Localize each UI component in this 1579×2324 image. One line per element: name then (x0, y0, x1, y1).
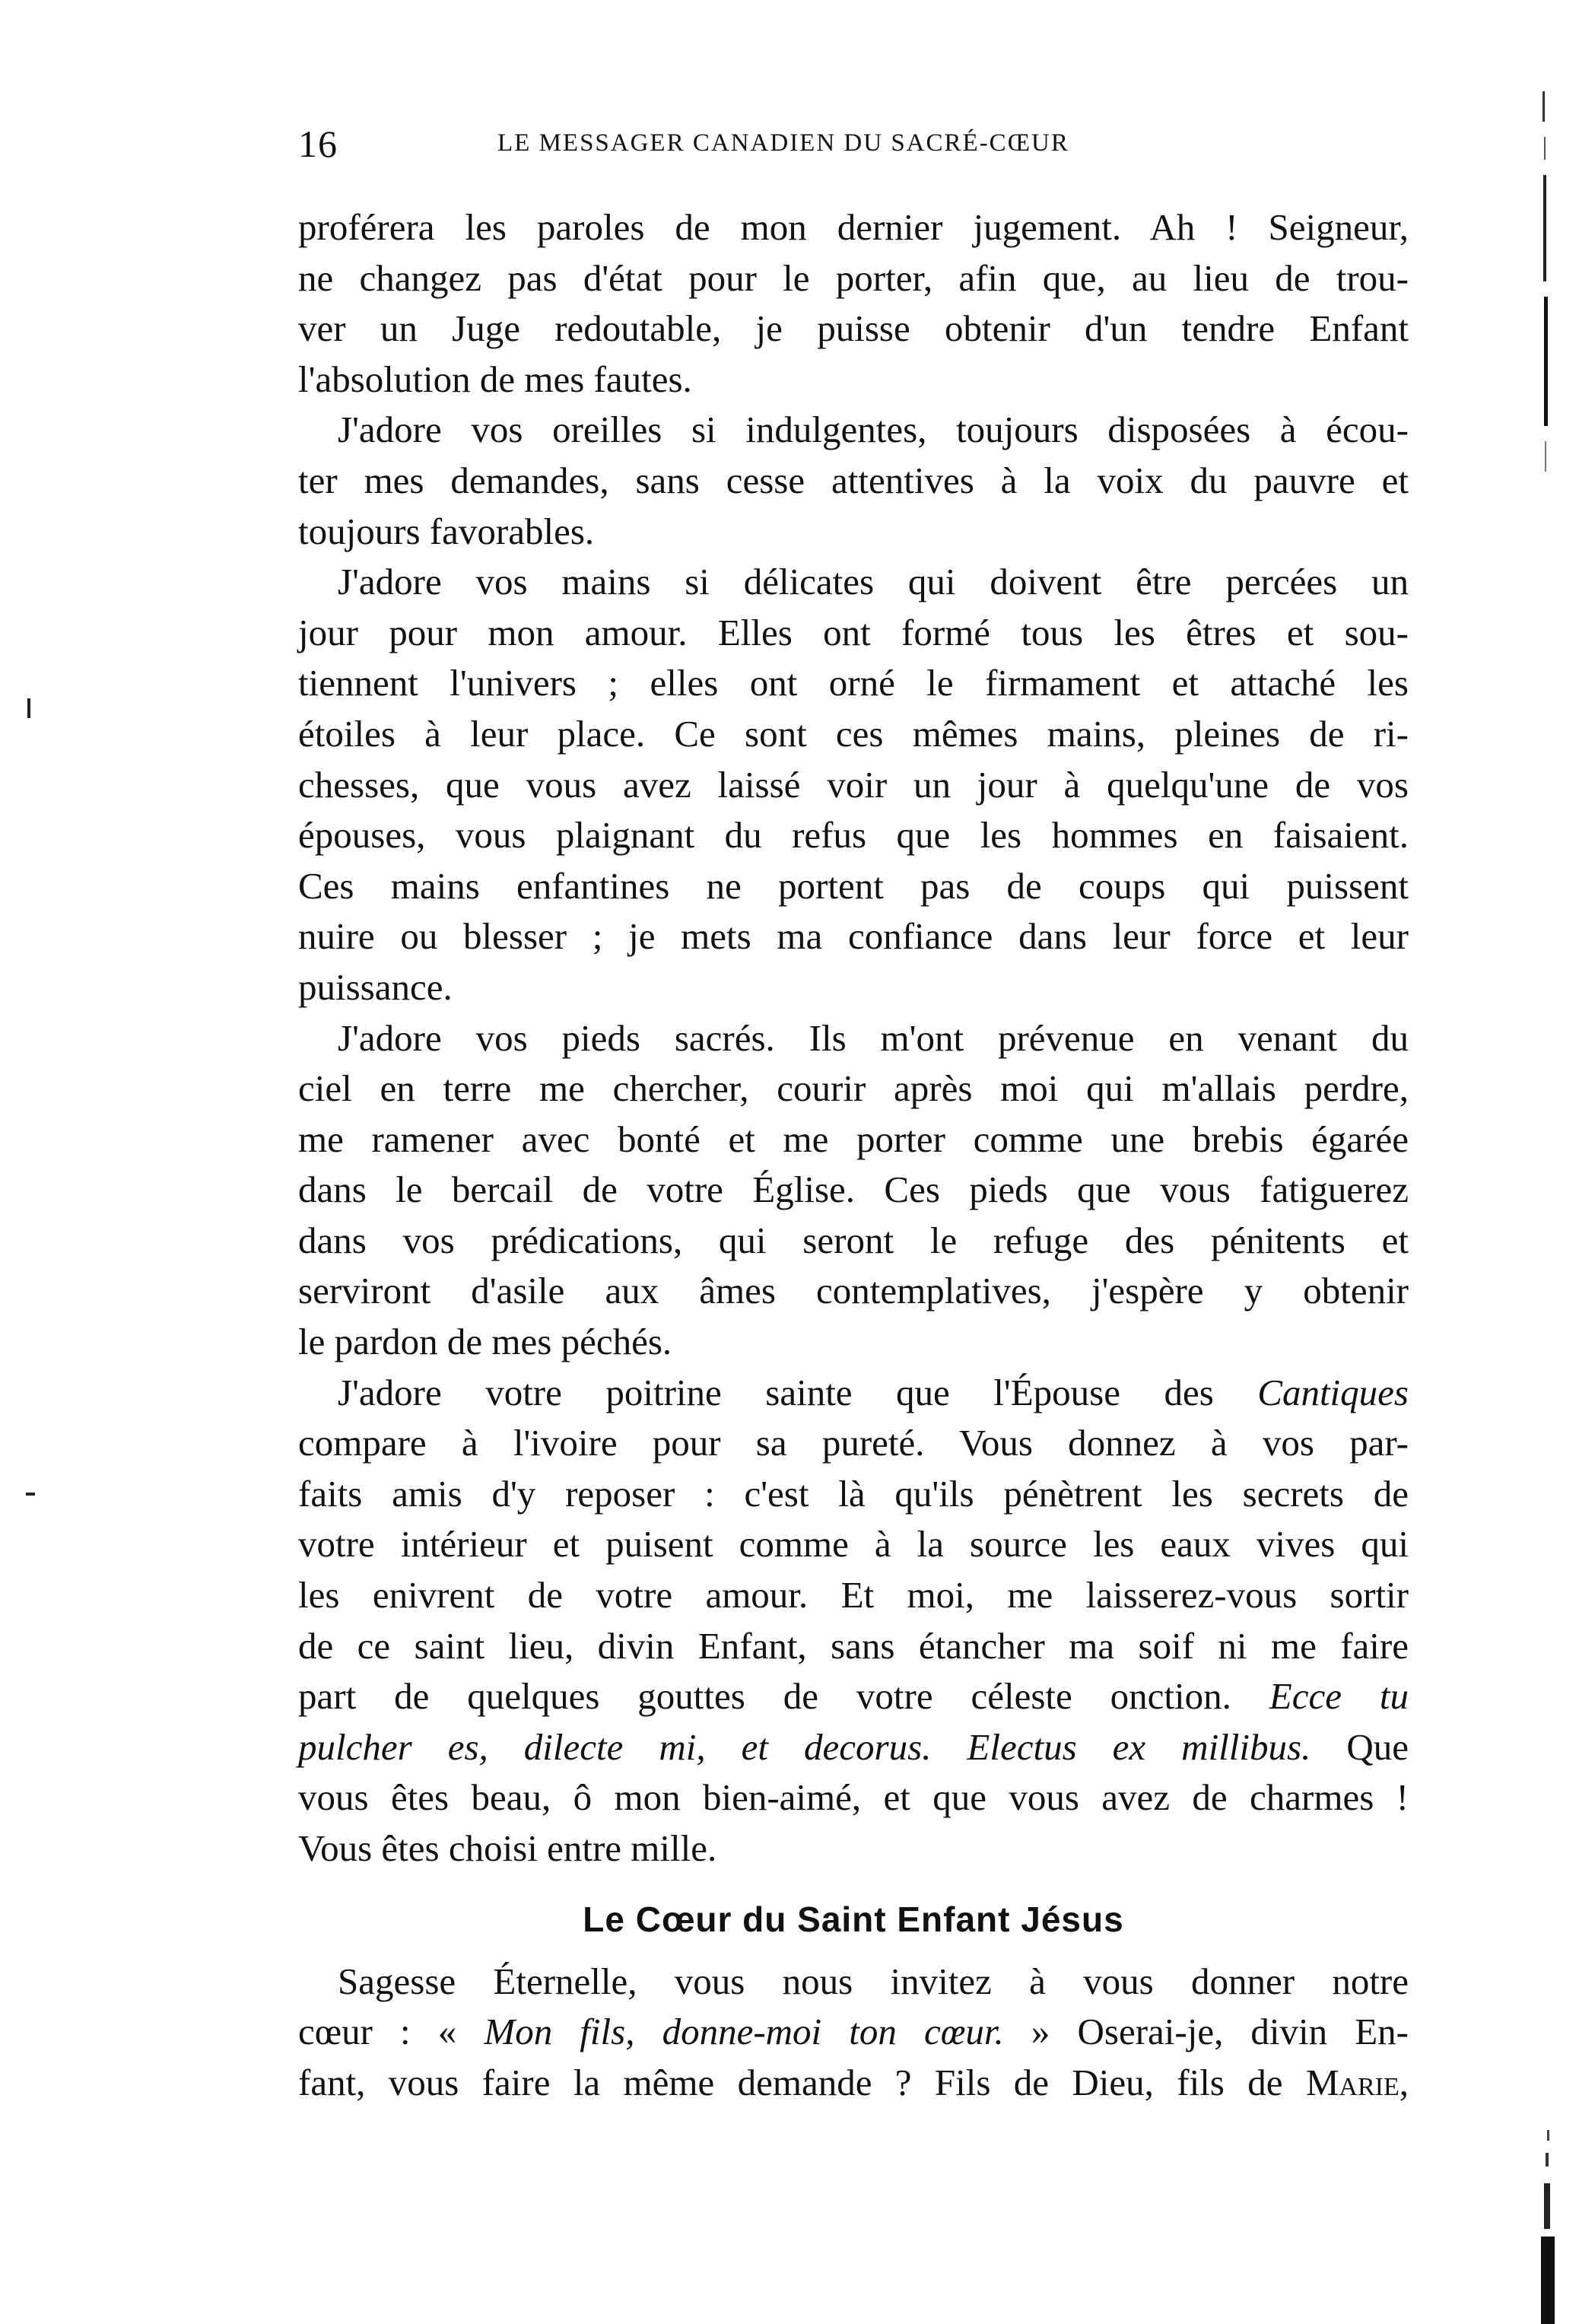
running-header (298, 114, 1409, 175)
section-line-2 (298, 2007, 1409, 2058)
text-fragment: J'adore votre poitrine sainte que l'Épouse des (338, 1371, 1258, 1413)
text-line: puissance. (298, 965, 453, 1008)
text-line: tiennent l'univers ; elles ont orné le firmament et attaché les (298, 662, 1409, 704)
text-fragment: part de quelques gouttes de votre céleste onction. (298, 1675, 1269, 1718)
text-line: votre intérieur et puisent comme à la source les eaux vives qui (298, 1523, 1409, 1566)
section-heading: Le Cœur du Saint Enfant Jésus (583, 1899, 1124, 1939)
text-fragment: » Oserai-je, divin En- (1003, 2011, 1409, 2053)
italic-fragment: Cantiques (1257, 1371, 1409, 1413)
text-line: Vous êtes choisi entre mille. (298, 1827, 717, 1869)
italic-fragment: pulcher es, dilecte mi, et decorus. Electus ex millibus. (298, 1725, 1311, 1768)
text-fragment: Que (1311, 1725, 1409, 1768)
main-text (298, 202, 1409, 2108)
text-line: faits amis d'y reposer : c'est là qu'ils pénètrent les secrets de (298, 1472, 1409, 1515)
scan-edge-mark-top (1538, 91, 1552, 487)
running-title: LE MESSAGER CANADIEN DU SACRÉ-CŒUR (497, 129, 1069, 157)
text-fragment: cœur : « (298, 2011, 485, 2053)
text-line: J'adore vos mains si délicates qui doivent être percées un (338, 561, 1409, 603)
text-line: ver un Juge redoutable, je puisse obtenir d'un tendre Enfant (298, 307, 1409, 350)
text-line: proférera les paroles de mon dernier jugement. Ah ! Seigneur, (298, 206, 1409, 248)
text-line: le pardon de mes péchés. (298, 1321, 672, 1363)
text-line: dans vos prédications, qui seront le refuge des pénitents et (298, 1219, 1409, 1261)
text-line-latin-1 (298, 1671, 1409, 1722)
italic-fragment: Mon fils, donne-moi ton cœur. (484, 2011, 1004, 2053)
paragraphs-part-3 (298, 1772, 1409, 1874)
small-caps-fragment: Marie, (1305, 2061, 1409, 2103)
text-line: J'adore vos pieds sacrés. Ils m'ont prévenue en venant du (338, 1016, 1409, 1059)
text-line: vous êtes beau, ô mon bien-aimé, et que vous avez de charmes ! (298, 1776, 1409, 1819)
text-line-cantiques (298, 1368, 1409, 1419)
text-line: les enivrent de votre amour. Et moi, me laisserez-vous sortir (298, 1574, 1409, 1617)
page-number: 16 (298, 122, 338, 165)
text-line: compare à l'ivoire pour sa pureté. Vous donnez à vos par- (298, 1422, 1409, 1464)
text-line: Ces mains enfantines ne portent pas de coups qui puissent (298, 864, 1409, 907)
text-line: ne changez pas d'état pour le porter, afin que, au lieu de trou- (298, 256, 1409, 299)
text-line: l'absolution de mes fautes. (298, 358, 692, 400)
text-line: me ramener avec bonté et me porter comme une brebis égarée (298, 1117, 1409, 1160)
margin-mark-left-2 (26, 1493, 35, 1496)
text-line: nuire ou blesser ; je mets ma confiance dans leur force et leur (298, 915, 1409, 958)
text-line: dans le bercail de votre Église. Ces pieds que vous fatiguerez (298, 1168, 1409, 1211)
text-line: de ce saint lieu, divin Enfant, sans étancher ma soif ni me faire (298, 1624, 1409, 1667)
text-line: ter mes demandes, sans cesse attentives à la voix du pauvre et (298, 459, 1409, 501)
text-line: étoiles à leur place. Ce sont ces mêmes mains, pleines de ri- (298, 712, 1409, 755)
text-line: chesses, que vous avez laissé voir un jour à quelqu'une de vos (298, 763, 1409, 806)
text-line-latin-2 (298, 1722, 1409, 1773)
text-line: épouses, vous plaignant du refus que les hommes en faisaient. (298, 814, 1409, 857)
text-line: toujours favorables. (298, 510, 595, 552)
text-line: J'adore vos oreilles si indulgentes, toujours disposées à écou- (338, 409, 1409, 451)
text-fragment: fant, vous faire la même demande ? Fils de Dieu, fils de (298, 2061, 1306, 2103)
margin-mark-left (27, 698, 30, 718)
italic-fragment: Ecce tu (1269, 1675, 1409, 1718)
scan-edge-mark-bottom (1529, 2130, 1559, 2324)
text-line: jour pour mon amour. Elles ont formé tous les êtres et sou- (298, 611, 1409, 653)
paragraphs-part-2 (298, 1418, 1409, 1671)
text-line: ciel en terre me chercher, courir après moi qui m'allais perdre, (298, 1067, 1409, 1110)
paragraphs-part-1 (298, 202, 1409, 1368)
section-line-3 (298, 2058, 1409, 2109)
text-line: serviront d'asile aux âmes contemplatives, j'espère y obtenir (298, 1270, 1409, 1312)
section-line-1: Sagesse Éternelle, vous nous invitez à vous donner notre (338, 1960, 1409, 2002)
